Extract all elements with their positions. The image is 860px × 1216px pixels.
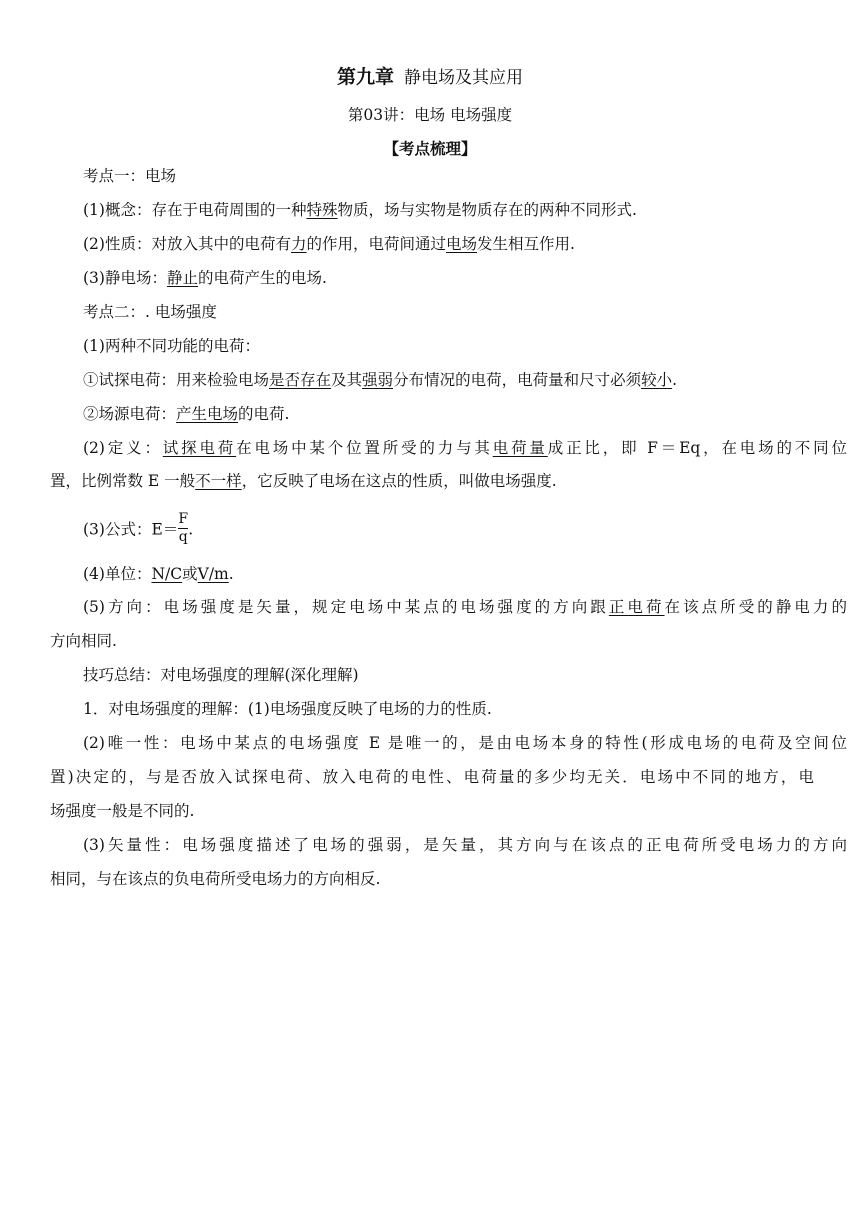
paragraph-concept: (1)概念：存在于电荷周围的一种特殊物质，场与实物是物质存在的两种不同形式. [83, 201, 637, 219]
lecture-title: 第03讲：电场 电场强度 [347, 106, 513, 124]
point-two-heading: 考点二：. 电场强度 [83, 303, 217, 321]
fraction-numerator: F [178, 511, 189, 527]
formula-fraction [178, 512, 188, 545]
underline-term: 较小 [641, 371, 673, 389]
underline-term: 强弱 [362, 371, 394, 389]
paragraph-direction-line1: (5)方向：电场强度是矢量，规定电场中某点的电场强度的方向跟正电荷在该点所受的静电力的 [83, 598, 847, 616]
tips-line-5: (3)矢量性：电场强度描述了电场的强弱，是矢量，其方向与在该点的正电荷所受电场力的方向 [83, 836, 847, 854]
underline-term: 电荷量 [492, 439, 548, 457]
underline-term: 不一样 [195, 472, 242, 490]
tips-line-6: 相同，与在该点的负电荷所受电场力的方向相反. [50, 870, 381, 888]
chapter-name: 静电场及其应用 [404, 68, 523, 88]
paragraph-definition-line2: 置，比例常数 E 一般不一样，它反映了电场在这点的性质，叫做电场强度. [50, 472, 557, 490]
underline-term: 特殊 [306, 201, 338, 219]
paragraph-property: (2)性质：对放入其中的电荷有力的作用，电荷间通过电场发生相互作用. [83, 235, 575, 253]
paragraph-formula: (3)公式：E＝ $\frac{F}{q}$ . [83, 511, 194, 545]
underline-term: 力 [290, 235, 307, 253]
underline-term: 静止 [166, 269, 198, 287]
paragraph-unit: (4)单位：N/C或V/m. [83, 565, 234, 583]
underline-term: 电场 [446, 235, 478, 253]
underline-term: 正电荷 [608, 598, 665, 616]
paragraph-static-field: (3)静电场：静止的电荷产生的电场. [83, 269, 327, 287]
tips-line-2: (2)唯一性：电场中某点的电场强度 E 是唯一的，是由电场本身的特性(形成电场的电荷及空间位 [83, 734, 847, 752]
paragraph-test-charge: ①试探电荷：用来检验电场是否存在及其强弱分布情况的电荷，电荷量和尺寸必须较小. [83, 371, 678, 389]
paragraph-source-charge: ②场源电荷：产生电场的电荷. [83, 405, 290, 423]
tips-line-4: 场强度一般是不同的. [50, 802, 195, 820]
underline-term: 试探电荷 [162, 439, 237, 457]
chapter-title [0, 62, 860, 89]
point-one-heading: 考点一：电场 [83, 167, 177, 185]
underline-term: 产生电场 [176, 405, 239, 423]
chapter-number: 第九章 [336, 66, 394, 88]
underline-term: 是否存在 [269, 371, 332, 389]
tips-heading: 技巧总结：对电场强度的理解(深化理解) [83, 666, 359, 684]
underline-term: N/C [151, 565, 183, 583]
paragraph-direction-line2: 方向相同. [50, 632, 117, 650]
section-heading: 【考点梳理】 [383, 139, 477, 158]
paragraph-definition-line1: (2)定义：试探电荷在电场中某个位置所受的力与其电荷量成正比，即 F＝Eq，在电场的不同位 [83, 439, 847, 457]
tips-line-3: 置)决定的，与是否放入试探电荷、放入电荷的电性、电荷量的多少均无关．电场中不同的地方，电 [50, 768, 814, 786]
underline-term: V/m [197, 565, 229, 583]
fraction-denominator: q [178, 529, 188, 545]
paragraph-charge-types: (1)两种不同功能的电荷： [83, 337, 260, 355]
tips-line-1: 1．对电场强度的理解：(1)电场强度反映了电场的力的性质. [83, 700, 492, 718]
